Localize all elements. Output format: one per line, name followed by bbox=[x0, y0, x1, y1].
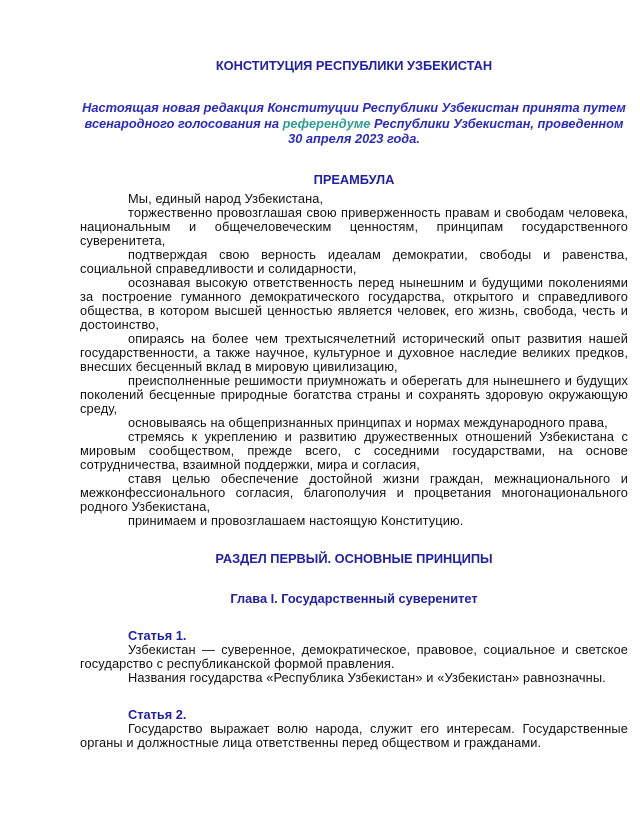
preamble-paragraph: опираясь на более чем трехтысячелетний исторический опыт развития нашей государственности, а также научное, культурное и духовное наследие великих предков, внесших бесценный вклад в мировую цивилизацию, bbox=[80, 330, 628, 374]
preamble-paragraph: Мы, единый народ Узбекистана, bbox=[128, 190, 324, 206]
section-one-heading: РАЗДЕЛ ПЕРВЫЙ. ОСНОВНЫЕ ПРИНЦИПЫ bbox=[215, 550, 493, 566]
preamble-paragraph: основываясь на общепризнанных принципах и нормах международного права, bbox=[128, 414, 608, 430]
preamble-paragraph: осознавая высокую ответственность перед нынешним и будущими поколениями за построение гуманного демократического государства, открытого и справедливого общества, в котором высшей ценностью является человек, его жизнь, свобода, честь и достоинство, bbox=[80, 274, 628, 332]
preamble-paragraph: торжественно провозглашая свою приверженность правам и свободам человека, национальным и общечеловеческим ценностям, принципам государственного суверенитета, bbox=[80, 204, 628, 248]
referendum-link[interactable]: референдуме bbox=[282, 115, 371, 131]
preamble-paragraph: ставя целью обеспечение достойной жизни граждан, межнационального и межконфессионального согласия, благополучия и процветания многонационального родного Узбекистана, bbox=[80, 470, 628, 514]
article-2-label: Статья 2. bbox=[128, 706, 187, 722]
article-paragraph: Государство выражает волю народа, служит его интересам. Государственные органы и должностные лица ответственны перед обществом и гражданами. bbox=[80, 720, 628, 750]
preamble-heading: ПРЕАМБУЛА bbox=[313, 171, 395, 187]
preamble-paragraph: стремясь к укреплению и развитию дружественных отношений Узбекистана с мировым сообществом, прежде всего, с соседними государствами, на основе сотрудничества, взаимной поддержки, мира и согласия, bbox=[80, 428, 628, 472]
article-1-label: Статья 1. bbox=[128, 627, 187, 643]
edition-note-text-before: Настоящая новая редакция Конституции Республики Узбекистан принята путем всенародного голосования на bbox=[82, 100, 626, 131]
preamble-paragraph: преисполненные решимости приумножать и оберегать для нынешнего и будущих поколений бесценные природные богатства страны и сохранять здоровую окружающую среду, bbox=[80, 372, 628, 416]
edition-note-text-after: Республики Узбекистан, проведенном 30 апреля 2023 года. bbox=[288, 115, 624, 146]
article-paragraph: Названия государства «Республика Узбекистан» и «Узбекистан» равнозначны. bbox=[128, 669, 606, 685]
chapter-one-heading: Глава I. Государственный суверенитет bbox=[230, 590, 478, 606]
article-paragraph: Узбекистан — суверенное, демократическое, правовое, социальное и светское государство с республиканской формой правления. bbox=[80, 641, 628, 671]
edition-note bbox=[80, 100, 628, 147]
preamble-paragraph: принимаем и провозглашаем настоящую Конституцию. bbox=[128, 512, 464, 528]
document-title: КОНСТИТУЦИЯ РЕСПУБЛИКИ УЗБЕКИСТАН bbox=[215, 58, 493, 73]
preamble-paragraph: подтверждая свою верность идеалам демократии, свободы и равенства, социальной справедливости и солидарности, bbox=[80, 246, 628, 276]
